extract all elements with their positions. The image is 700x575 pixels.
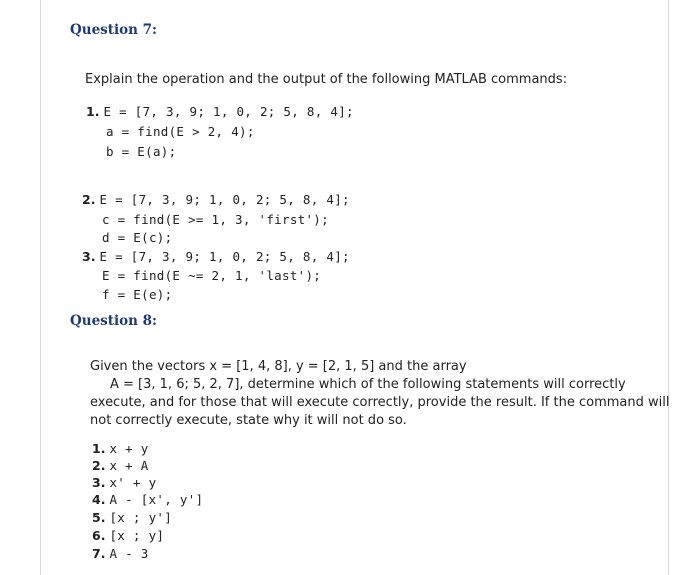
q8-item-7 (92, 546, 149, 561)
q7-item-2-code-2: c = find(E >= 1, 3, 'first'); (102, 212, 329, 227)
q7-item-2-line-1 (82, 192, 350, 207)
q8-item-2-code: x + A (109, 458, 149, 473)
q7-item-3-code-3: f = E(e); (102, 287, 173, 302)
q8-item-5-number: 5. (92, 510, 106, 525)
q7-item-1-code-3: b = E(a); (106, 144, 177, 159)
q8-item-1-code: x + y (109, 441, 149, 456)
q7-item-2-code-3: d = E(c); (102, 230, 173, 245)
q7-item-2-number: 2. (82, 192, 96, 207)
q7-item-3-code-1: E = [7, 3, 9; 1, 0, 2; 5, 8, 4]; (99, 249, 350, 264)
q7-item-1-code-2: a = find(E > 2, 4); (106, 124, 255, 139)
question-8-heading: Question 8: (70, 313, 158, 329)
q8-item-5-code: [x ; y'] (109, 510, 173, 525)
q8-item-2-number: 2. (92, 458, 106, 473)
q8-prompt-line-1: Given the vectors x = [1, 4, 8], y = [2, 1, 5] and the array (90, 359, 467, 374)
q8-item-4-code: A - [x', y'] (109, 492, 204, 507)
q8-item-4-number: 4. (92, 492, 106, 507)
q7-item-2-code-1: E = [7, 3, 9; 1, 0, 2; 5, 8, 4]; (99, 192, 350, 207)
q8-item-6-number: 6. (92, 528, 106, 543)
q7-item-3-line-1 (82, 249, 350, 264)
q8-item-5 (92, 510, 172, 525)
q8-item-6-code: [x ; y] (109, 528, 165, 543)
page-right-edge (668, 0, 669, 575)
q8-item-6 (92, 528, 164, 543)
page-left-edge (40, 0, 41, 575)
q8-item-1-number: 1. (92, 441, 106, 456)
q8-item-1 (92, 441, 149, 456)
q8-item-2 (92, 458, 149, 473)
question-7-prompt: Explain the operation and the output of the following MATLAB commands: (85, 72, 568, 87)
q8-item-3 (92, 475, 156, 490)
q8-item-4 (92, 492, 203, 507)
q8-item-7-number: 7. (92, 546, 106, 561)
q7-item-1-number: 1. (86, 104, 100, 119)
q8-prompt-line-3: execute, and for those that will execute correctly, provide the result. If the command will (90, 395, 670, 410)
q8-prompt-line-4: not correctly execute, state why it will not do so. (90, 413, 407, 428)
question-7-heading: Question 7: (70, 22, 158, 38)
q7-item-3-number: 3. (82, 249, 96, 264)
q7-item-1-line-1 (86, 104, 354, 119)
q7-item-1-code-1: E = [7, 3, 9; 1, 0, 2; 5, 8, 4]; (103, 104, 354, 119)
q8-item-3-code: x' + y (109, 475, 157, 490)
q8-item-7-code: A - 3 (109, 546, 149, 561)
q8-item-3-number: 3. (92, 475, 106, 490)
q7-item-3-code-2: E = find(E ~= 2, 1, 'last'); (102, 268, 322, 283)
q8-prompt-line-2: A = [3, 1, 6; 5, 2, 7], determine which of the following statements will correctly (110, 377, 626, 392)
